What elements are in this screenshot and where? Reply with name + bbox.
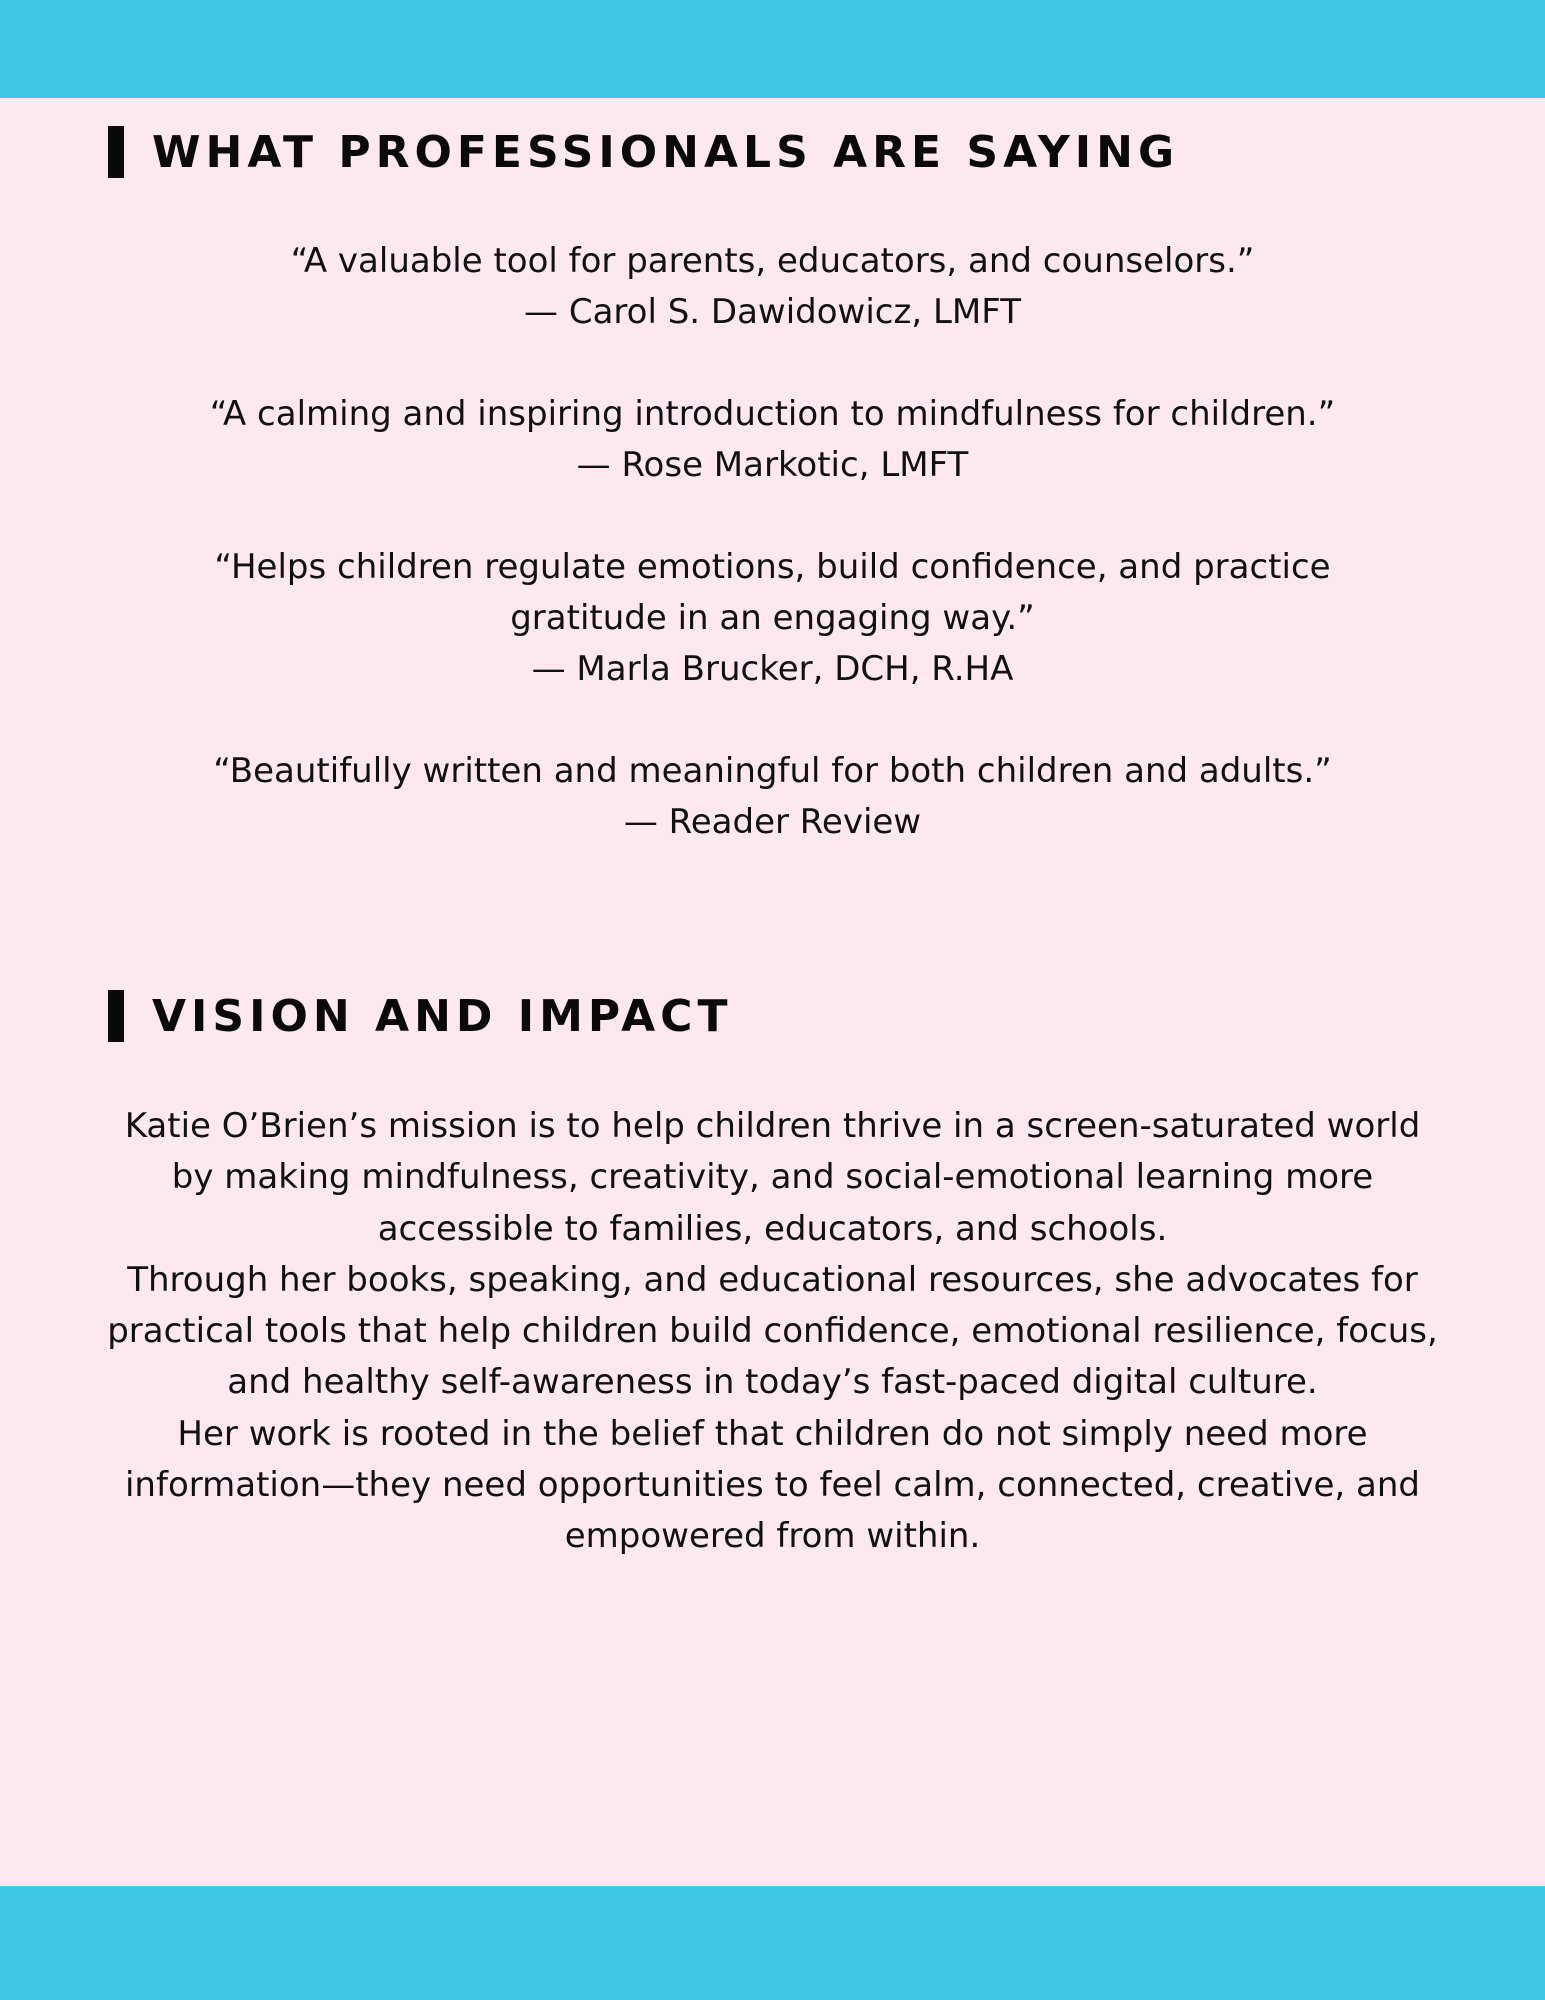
bottom-color-band <box>0 1886 1545 2000</box>
testimonial-attribution: — Rose Markotic, LMFT <box>576 445 969 485</box>
testimonial <box>100 236 1445 338</box>
heading-accent-bar <box>108 990 124 1042</box>
testimonial-quote: “A calming and inspiring introduction to mindfulness for children.” <box>209 394 1336 434</box>
testimonial-attribution: — Marla Brucker, DCH, R.HA <box>531 649 1014 689</box>
section-heading-professionals <box>108 124 1179 180</box>
vision-paragraph: Katie O’Brien’s mission is to help children thrive in a screen-saturated world by making mindfulness, creativity, and social-emotional learning more accessible to families, educators, and schools. <box>124 1106 1421 1249</box>
testimonial-attribution: — Reader Review <box>623 802 922 842</box>
testimonial-attribution: — Carol S. Dawidowicz, LMFT <box>524 292 1021 332</box>
section-heading-vision <box>108 988 732 1044</box>
testimonials-list <box>100 236 1445 899</box>
testimonial-quote: “Helps children regulate emotions, build confidence, and practice gratitude in an engaging way.” <box>214 547 1331 638</box>
heading-title: VISION AND IMPACT <box>152 990 733 1042</box>
vision-body <box>90 1101 1455 1563</box>
testimonial-quote: “Beautifully written and meaningful for both children and adults.” <box>213 751 1332 791</box>
testimonial <box>100 746 1445 848</box>
testimonial-quote: “A valuable tool for parents, educators, and counselors.” <box>290 241 1255 281</box>
testimonial <box>100 542 1445 695</box>
heading-accent-bar <box>108 126 124 178</box>
testimonial <box>100 389 1445 491</box>
top-color-band <box>0 0 1545 98</box>
vision-paragraph: Her work is rooted in the belief that children do not simply need more information—they need opportunities to feel calm, connected, creative, and empowered from within. <box>124 1413 1420 1557</box>
vision-paragraph: Through her books, speaking, and educational resources, she advocates for practical tools that help children build confidence, emotional resilience, focus, and healthy self-awareness in today’s fast-paced digital culture. <box>107 1259 1438 1403</box>
heading-title: WHAT PROFESSIONALS ARE SAYING <box>152 126 1180 178</box>
